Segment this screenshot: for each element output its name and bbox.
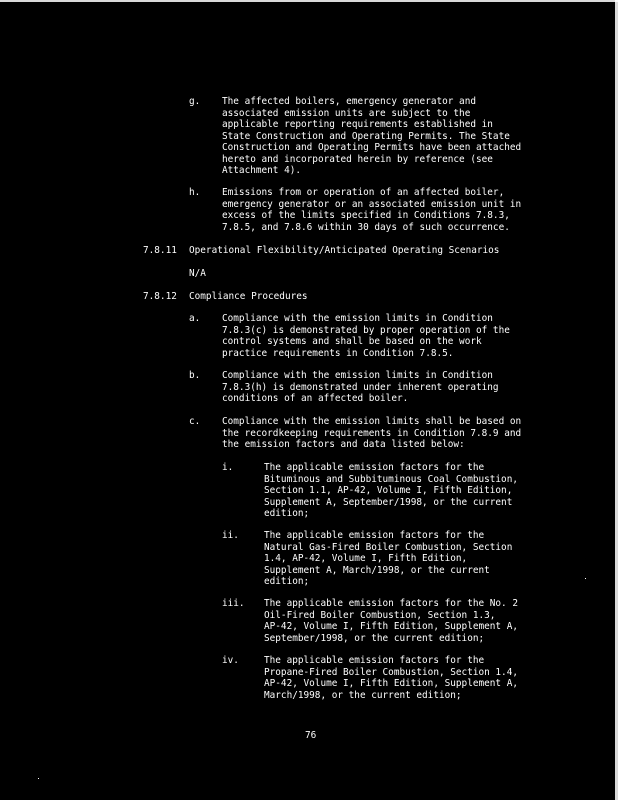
scan-speck	[38, 778, 39, 779]
item-ii-text	[264, 530, 512, 588]
item-h-label: h.	[189, 187, 201, 198]
item-c-line: Compliance with the emission limits shall be based on	[222, 416, 522, 427]
page-number: 76	[305, 730, 317, 741]
item-i-line: The applicable emission factors for the	[264, 462, 485, 473]
item-iv-text	[264, 655, 518, 701]
item-iii-line: The applicable emission factors for the No. 2	[264, 598, 518, 609]
item-ii-line: The applicable emission factors for the	[264, 530, 485, 541]
section-7811-title: Operational Flexibility/Anticipated Operating Scenarios	[189, 245, 500, 256]
scan-speck	[585, 578, 586, 579]
item-g-line: State Construction and Operating Permits. The State	[222, 130, 510, 142]
item-h-line: Emissions from or operation of an affected boiler,	[222, 187, 505, 198]
item-b-line: 7.8.3(h) is demonstrated under inherent operating	[222, 381, 499, 393]
item-ii-line: Supplement A, March/1998, or the current	[264, 564, 490, 576]
item-g-line: Construction and Operating Permits have been attached	[222, 142, 522, 153]
item-a-line: 7.8.3(c) is demonstrated by proper operation of the	[222, 324, 510, 336]
item-iv-line: AP-42, Volume I, Fifth Edition, Supplement A,	[264, 678, 518, 689]
section-7811-body: N/A	[189, 268, 206, 279]
section-7812-title: Compliance Procedures	[189, 291, 308, 302]
item-ii-line: edition;	[264, 576, 310, 587]
item-iv-line: March/1998, or the current edition;	[264, 689, 462, 701]
item-i-text	[264, 462, 518, 520]
item-i-line: Bituminous and Subbituminous Coal Combustion,	[264, 473, 518, 485]
item-iv-line: The applicable emission factors for the	[264, 655, 485, 666]
item-b-text	[222, 370, 499, 405]
item-a-text	[222, 313, 510, 359]
item-g-line: applicable reporting requirements established in	[222, 119, 493, 130]
item-h-line: 7.8.5, and 7.8.6 within 30 days of such occurrence.	[222, 221, 510, 233]
item-b-line: conditions of an affected boiler.	[222, 393, 409, 404]
item-c-line: the recordkeeping requirements in Condition 7.8.9 and	[222, 427, 522, 439]
item-a-line: Compliance with the emission limits in Condition	[222, 313, 493, 324]
item-c-label: c.	[189, 416, 201, 427]
item-iii-line: September/1998, or the current edition;	[264, 632, 485, 644]
item-i-line: edition;	[264, 508, 310, 519]
item-g-line: Attachment 4).	[222, 165, 302, 176]
item-g-label: g.	[189, 96, 201, 107]
item-b-label: b.	[189, 370, 201, 381]
item-a-line: control systems and shall be based on the work	[222, 336, 482, 347]
item-a-line: practice requirements in Condition 7.8.5.	[222, 347, 454, 359]
item-iii-text	[264, 598, 518, 644]
item-ii-line: Natural Gas-Fired Boiler Combustion, Section	[264, 541, 513, 553]
item-a-label: a.	[189, 313, 201, 324]
item-iv-line: Propane-Fired Boiler Combustion, Section 1.4,	[264, 666, 518, 678]
item-g-line: The affected boilers, emergency generator and	[222, 96, 476, 107]
section-7811-number: 7.8.11	[143, 245, 177, 256]
item-ii-line: 1.4, AP-42, Volume I, Fifth Edition,	[264, 553, 468, 564]
item-iv-label: iv.	[222, 655, 239, 666]
item-ii-label: ii.	[222, 530, 239, 541]
item-iii-label: iii.	[222, 598, 245, 609]
item-iii-line: AP-42, Volume I, Fifth Edition, Supplement A,	[264, 621, 518, 632]
item-i-line: Supplement A, September/1998, or the current	[264, 496, 513, 508]
item-g-text	[222, 96, 521, 177]
item-h-line: emergency generator or an associated emission unit in	[222, 198, 522, 210]
item-h-line: excess of the limits specified in Conditions 7.8.3,	[222, 210, 510, 221]
item-i-label: i.	[222, 462, 234, 473]
item-iii-line: Oil-Fired Boiler Combustion, Section 1.3,	[264, 609, 496, 621]
item-h-text	[222, 187, 521, 233]
item-c-text	[222, 416, 521, 451]
item-g-line: hereto and incorporated herein by reference (see	[222, 153, 493, 165]
item-c-line: the emission factors and data listed below:	[222, 439, 465, 450]
section-7812-number: 7.8.12	[143, 291, 177, 302]
item-g-line: associated emission units are subject to the	[222, 107, 471, 119]
scan-edge-top	[0, 0, 618, 2]
item-i-line: Section 1.1, AP-42, Volume I, Fifth Edition,	[264, 485, 513, 496]
item-b-line: Compliance with the emission limits in Condition	[222, 370, 493, 381]
